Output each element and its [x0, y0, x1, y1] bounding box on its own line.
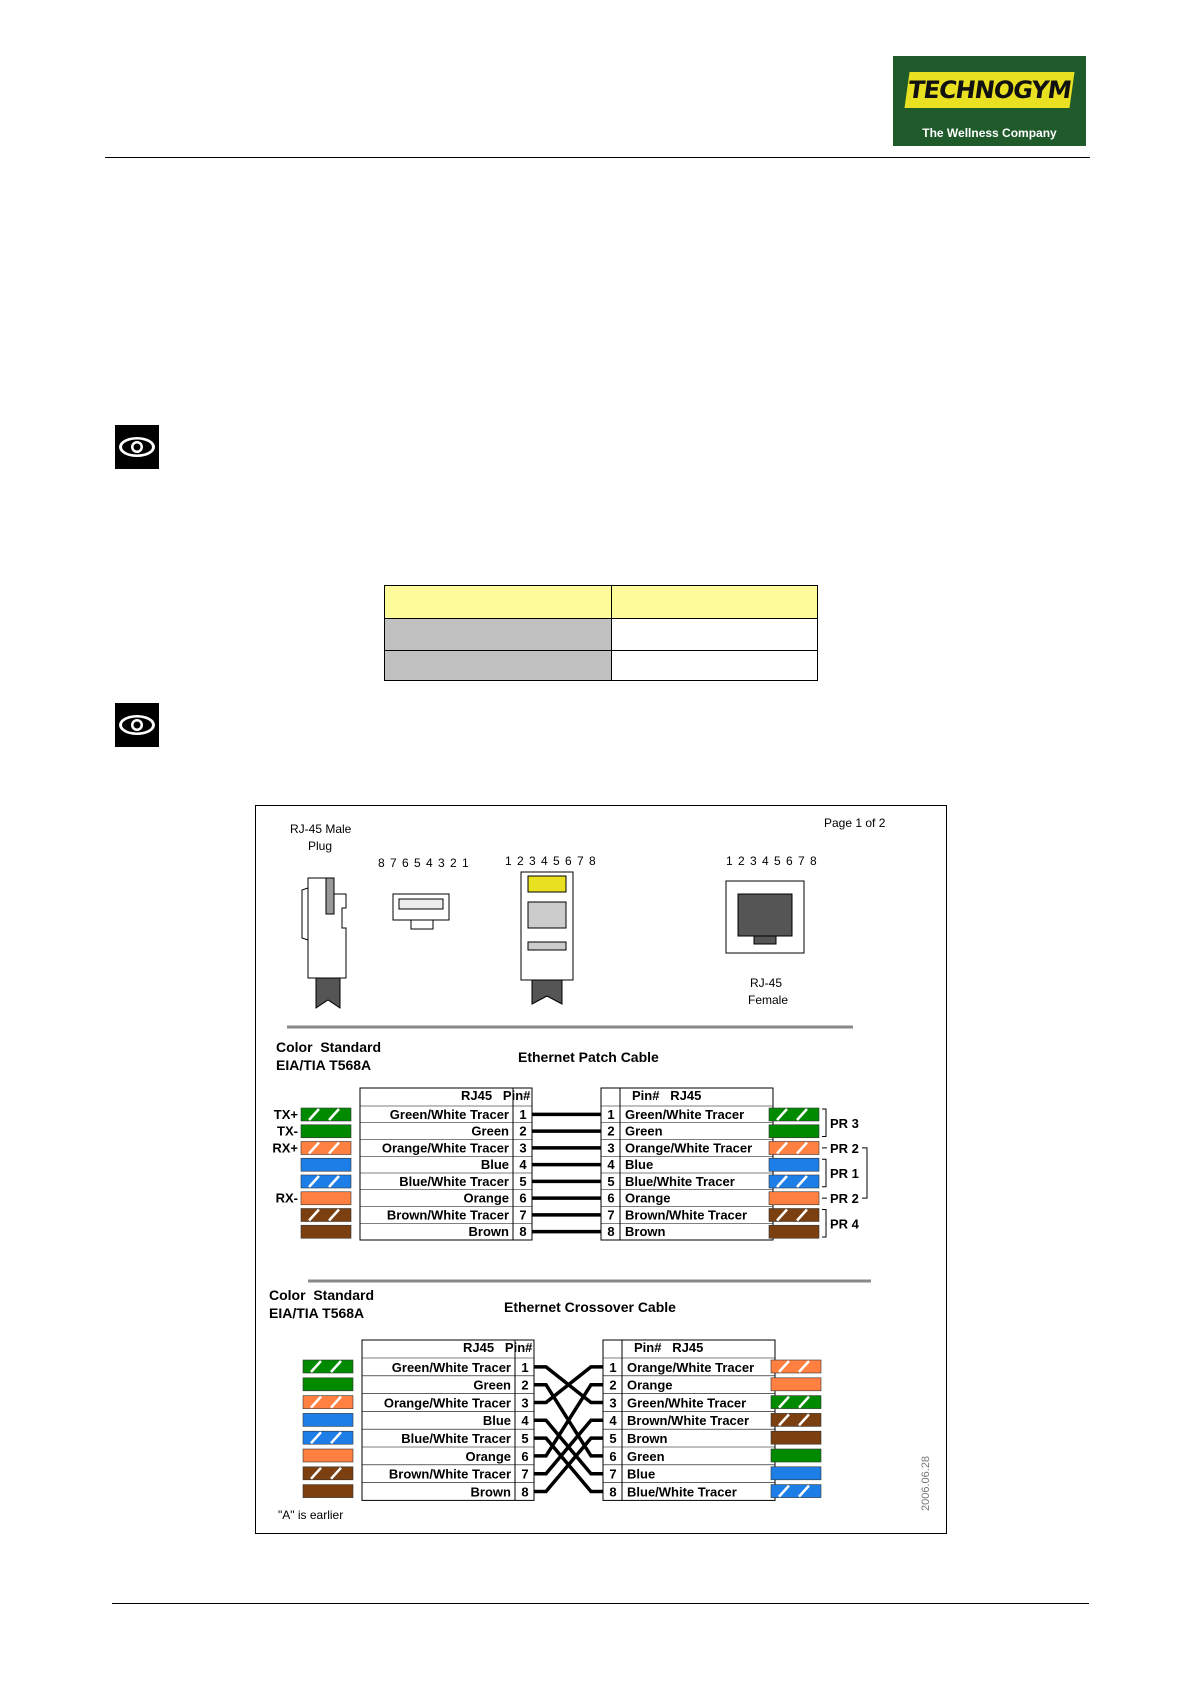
wire-swatch-striped [769, 1108, 819, 1121]
patch-std-line1: Color Standard [276, 1039, 382, 1055]
wire-swatch-striped [301, 1175, 351, 1188]
wire-swatch [301, 1192, 351, 1205]
right-wire-name: Orange [625, 1190, 671, 1206]
left-pin-number: 1 [521, 1359, 529, 1375]
male-plug-label-2: Plug [308, 839, 333, 853]
right-wire-name: Brown [625, 1224, 666, 1239]
right-wire-name: Green [627, 1448, 665, 1464]
left-pin-number: 3 [521, 1395, 529, 1411]
wire-swatch [769, 1125, 819, 1138]
wire-swatch-striped [301, 1108, 351, 1121]
wire-swatch-striped [771, 1396, 821, 1409]
spec-header-cell [612, 586, 818, 619]
crossover-std-line1: Color Standard [269, 1287, 375, 1303]
wire-swatch-striped [769, 1209, 819, 1222]
left-pin-number: 2 [521, 1377, 529, 1393]
wire-swatch-striped [303, 1360, 353, 1373]
pair-label: PR 3 [830, 1115, 859, 1131]
wire-swatch-striped [769, 1142, 819, 1155]
wire-swatch [771, 1431, 821, 1444]
right-pin-number: 2 [607, 1123, 615, 1139]
wire-swatch [303, 1449, 353, 1462]
left-pin-number: 2 [519, 1123, 527, 1139]
wire-swatch-striped [303, 1396, 353, 1409]
logo-tagline: The Wellness Company [922, 126, 1057, 140]
right-pin-number: 6 [609, 1448, 617, 1464]
plug-front-icon [393, 894, 449, 929]
wire-swatch-striped [301, 1209, 351, 1222]
left-pin-number: 6 [521, 1448, 529, 1464]
wire-swatch-striped [771, 1360, 821, 1373]
right-pin-number: 8 [607, 1224, 615, 1239]
wire-swatch [303, 1485, 353, 1498]
right-pin-number: 3 [609, 1395, 617, 1411]
left-pin-number: 6 [519, 1190, 527, 1206]
header-rule [105, 157, 1090, 158]
specification-table [384, 585, 818, 681]
left-pin-number: 8 [519, 1224, 527, 1239]
wire-swatch [303, 1413, 353, 1426]
right-wire-name: Brown [627, 1431, 668, 1446]
left-wire-name: Blue/White Tracer [401, 1431, 511, 1446]
right-wire-name: Brown/White Tracer [625, 1207, 748, 1223]
left-wire-name: Green/White Tracer [389, 1106, 509, 1122]
pair-bracket [822, 1210, 826, 1238]
plug-top-icon [521, 872, 573, 1004]
spec-label-cell [385, 650, 612, 680]
left-pin-number: 7 [521, 1466, 529, 1482]
right-pin-number: 1 [607, 1106, 615, 1122]
pair-label: PR 4 [830, 1216, 859, 1232]
wire-swatch-striped [303, 1431, 353, 1444]
patch-left-header: RJ45 Pin# [461, 1088, 531, 1103]
patch-title: Ethernet Patch Cable [518, 1049, 659, 1065]
logo-wordmark: TECHNOGYM [904, 72, 1074, 108]
right-wire-name: Blue/White Tracer [625, 1173, 735, 1189]
left-wire-name: Green [471, 1123, 509, 1139]
left-wire-name: Blue [482, 1413, 511, 1429]
pair-label: PR 2 [830, 1140, 859, 1156]
pair-bracket [822, 1109, 826, 1137]
wire-swatch-striped [769, 1175, 819, 1188]
wire-swatch [301, 1125, 351, 1138]
eye-icon [115, 425, 159, 469]
pin-numbers-reversed: 8 7 6 5 4 3 2 1 [378, 856, 470, 870]
right-wire-name: Orange/White Tracer [625, 1140, 753, 1156]
female-label-2: Female [748, 993, 789, 1007]
crossover-right-header: Pin# RJ45 [634, 1340, 704, 1355]
wire-swatch-striped [771, 1485, 821, 1498]
left-wire-name: Brown/White Tracer [386, 1207, 509, 1223]
wire-swatch [301, 1158, 351, 1171]
wire-swatch [301, 1225, 351, 1238]
right-wire-name: Green [625, 1123, 663, 1139]
left-wire-name: Blue [480, 1157, 509, 1172]
left-pin-number: 8 [521, 1484, 529, 1500]
eye-icon [115, 703, 159, 747]
male-plug-side-icon [302, 878, 346, 1008]
wire-swatch [769, 1192, 819, 1205]
left-wire-name: Orange/White Tracer [383, 1395, 511, 1411]
wire-swatch [769, 1225, 819, 1238]
signal-label: TX- [277, 1123, 298, 1139]
left-wire-name: Brown/White Tracer [388, 1466, 511, 1482]
left-wire-name: Green [473, 1377, 511, 1393]
wire-swatch-striped [301, 1142, 351, 1155]
right-pin-number: 7 [609, 1466, 617, 1482]
right-pin-number: 5 [607, 1173, 615, 1189]
left-pin-number: 5 [519, 1173, 527, 1189]
left-pin-number: 3 [519, 1140, 527, 1156]
wire-swatch [771, 1449, 821, 1462]
right-wire-name: Green/White Tracer [627, 1395, 747, 1411]
wire-swatch [769, 1158, 819, 1171]
wire-swatch [771, 1378, 821, 1391]
rj45-wiring-diagram [255, 805, 947, 1534]
wire-swatch-striped [771, 1413, 821, 1426]
left-wire-name: Orange [463, 1190, 509, 1206]
pin-numbers-plug: 1 2 3 4 5 6 7 8 [505, 854, 597, 868]
right-wire-name: Blue [625, 1157, 654, 1172]
left-pin-number: 1 [519, 1106, 527, 1122]
left-pin-number: 5 [521, 1431, 529, 1446]
revision-date: 2006.06.28 [920, 1455, 932, 1511]
right-pin-number: 2 [609, 1377, 617, 1393]
crossover-title: Ethernet Crossover Cable [504, 1299, 676, 1315]
right-wire-name: Blue [627, 1466, 656, 1482]
spec-value-cell [612, 650, 818, 680]
female-label-1: RJ-45 [750, 976, 783, 990]
signal-label: TX+ [273, 1106, 298, 1122]
right-wire-name: Orange [627, 1377, 673, 1393]
spec-header-cell [385, 586, 612, 619]
wire-swatch-striped [303, 1467, 353, 1480]
left-wire-name: Orange/White Tracer [381, 1140, 509, 1156]
left-wire-name: Brown [470, 1484, 511, 1500]
right-pin-number: 3 [607, 1140, 615, 1156]
signal-label: RX- [275, 1190, 298, 1206]
pin-numbers-jack: 1 2 3 4 5 6 7 8 [726, 854, 818, 868]
footer-rule [112, 1603, 1089, 1604]
left-wire-name: Blue/White Tracer [399, 1173, 509, 1189]
pair-label: PR 1 [830, 1166, 859, 1181]
patch-cable-table [272, 1088, 867, 1240]
patch-right-header: Pin# RJ45 [632, 1088, 702, 1103]
wire-swatch [303, 1378, 353, 1391]
pair-bracket [822, 1159, 826, 1187]
left-pin-number: 4 [519, 1157, 527, 1172]
right-pin-number: 7 [607, 1207, 615, 1223]
left-pin-number: 7 [519, 1207, 527, 1223]
patch-std-line2: EIA/TIA T568A [276, 1057, 372, 1073]
pair-bracket [862, 1148, 867, 1198]
female-jack-icon [726, 881, 804, 953]
crossover-left-header: RJ45 Pin# [463, 1340, 533, 1355]
right-wire-name: Orange/White Tracer [627, 1359, 755, 1375]
left-pin-number: 4 [521, 1413, 529, 1429]
right-pin-number: 4 [609, 1413, 617, 1429]
technogym-logo [893, 56, 1086, 146]
right-wire-name: Blue/White Tracer [627, 1484, 737, 1500]
left-wire-name: Brown [468, 1224, 509, 1239]
footnote: "A" is earlier [278, 1508, 344, 1522]
wire-swatch [771, 1467, 821, 1480]
right-wire-name: Green/White Tracer [625, 1106, 745, 1122]
pair-label: PR 2 [830, 1191, 859, 1207]
crossover-cable-table [303, 1340, 821, 1500]
right-pin-number: 8 [609, 1484, 617, 1500]
right-pin-number: 1 [609, 1359, 617, 1375]
right-pin-number: 6 [607, 1190, 615, 1206]
male-plug-label-1: RJ-45 Male [290, 822, 352, 836]
crossover-std-line2: EIA/TIA T568A [269, 1305, 365, 1321]
right-pin-number: 5 [609, 1431, 617, 1446]
left-wire-name: Orange [465, 1448, 511, 1464]
spec-value-cell [612, 619, 818, 650]
left-wire-name: Green/White Tracer [391, 1359, 511, 1375]
spec-label-cell [385, 619, 612, 650]
right-wire-name: Brown/White Tracer [627, 1413, 750, 1429]
page-label: Page 1 of 2 [824, 816, 886, 830]
right-pin-number: 4 [607, 1157, 615, 1172]
signal-label: RX+ [272, 1140, 298, 1156]
